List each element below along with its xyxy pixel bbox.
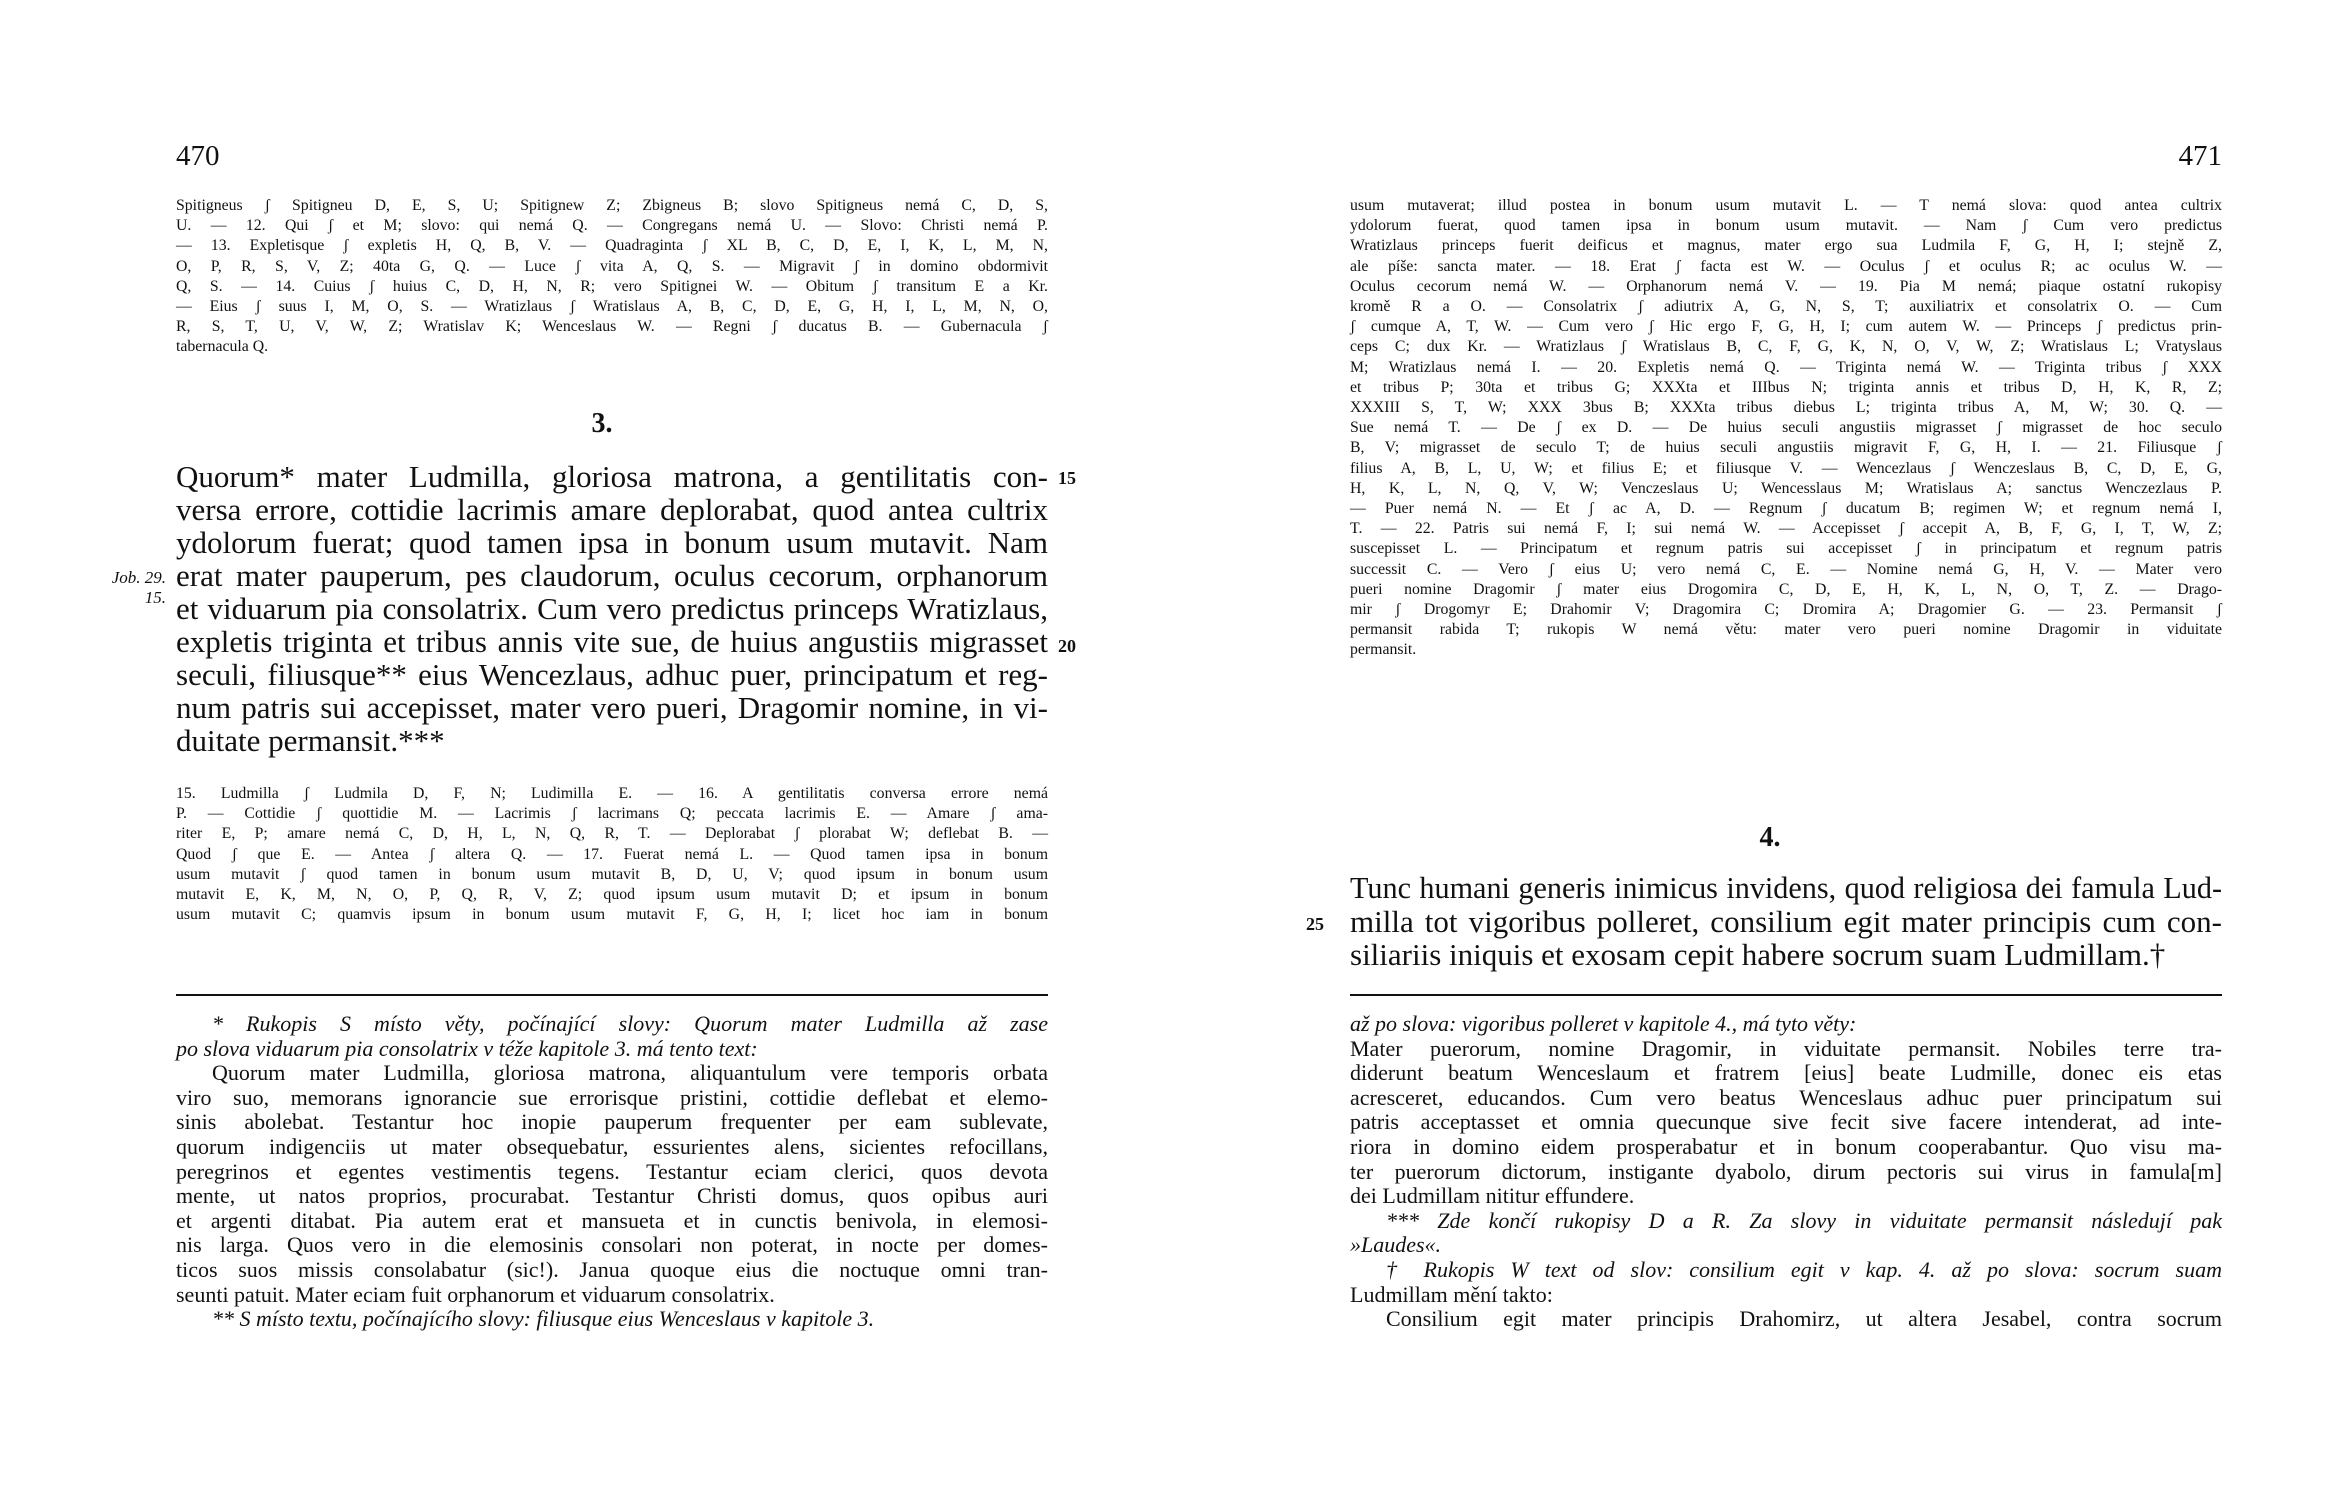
chapter-number-3: 3. [591,408,613,439]
apparatus-line: T. — 22. Patris sui nemá F, I; sui nemá W. — Accepisset ʃ accepit A, B, F, G, I, T, W, Z; [1350,520,2222,538]
apparatus-line: M; Wratizlaus nemá I. — 20. Expletis nemá Q. — Triginta nemá W. — Triginta tribus ʃ XXX [1350,358,2222,376]
apparatus-line: permansit. [1350,641,1417,659]
apparatus-line: R, S, T, U, V, W, Z; Wratislav K; Wenceslaus W. — Regni ʃ ducatus B. — Gubernacula ʃ [176,318,1048,336]
main-text-line: expletis triginta et tribus annis vite sue, de huius angustiis migrasset [176,624,1048,659]
footnote-divider-right [1350,994,2222,996]
footnote-line: et argenti ditabat. Pia autem erat et mansueta et in cunctis benivola, in elemosi- [176,1207,1048,1233]
margin-reference-line: 15. [144,588,166,607]
apparatus-line: O, P, R, S, V, Z; 40ta G, Q. — Luce ʃ vita A, Q, S. — Migravit ʃ in domino obdormivit [176,257,1048,275]
footnote-line: ** S místo textu, počínajícího slovy: filiusque eius Wenceslaus v kapitole 3. [212,1306,875,1332]
apparatus-line: Spitigneus ʃ Spitigneu D, E, S, U; Spitignew Z; Zbigneus B; slovo Spitigneus nemá C, D, S, [176,197,1048,214]
footnote-line: riora in domino eidem prosperabatur et in bonum cooperabantur. Quo visu ma- [1350,1133,2222,1159]
page-number-left: 470 [176,140,220,172]
critical-apparatus-bottom-left [176,784,1048,925]
line-number-25: 25 [1306,914,1324,934]
footnote-line: sinis abolebat. Testantur hoc inopie pauperum frequenter per eam sublevate, [176,1109,1048,1135]
apparatus-line: XXXIII S, T, W; XXX 3bus B; XXXta tribus diebus L; triginta tribus A, M, W; 30. Q. — [1350,399,2222,417]
footnote-line: Consilium egit mater principis Drahomirz, ut altera Jesabel, contra socrum [1386,1306,2222,1332]
critical-apparatus-top-right [1350,196,2222,661]
main-text-line: siliariis iniquis et exosam cepit habere socrum suam Ludmillam.† [1350,937,2166,972]
footnote-line: Quorum mater Ludmilla, gloriosa matrona, aliquantulum vere temporis orbata [212,1060,1048,1086]
critical-apparatus-top-left [176,196,1048,358]
line-number-20: 20 [1058,636,1076,656]
main-text-chapter-4 [1350,872,2222,971]
main-text-line: erat mater pauperum, pes claudorum, oculus cecorum, orphanorum [176,558,1048,593]
footnote-line: ticos suos missis consolabatur (sic!). Janua quoque eius die noctuque omni tran- [176,1256,1048,1282]
footnotes-left [176,1012,1048,1332]
main-text-line: ydolorum fuerat; quod tamen ipsa in bonum usum mutavit. Nam [176,525,1048,560]
chapter-number-4: 4. [1759,822,1781,853]
footnote-line: diderunt beatum Wenceslaum et fratrem [eius] beate Ludmille, donec eis etas [1350,1060,2222,1086]
footnote-line: dei Ludmillam nititur effundere. [1350,1183,1635,1209]
apparatus-line: usum mutavit ʃ quod tamen in bonum usum mutavit B, D, U, V; quod ipsum in bonum usum [176,865,1048,883]
apparatus-line: — 13. Expletisque ʃ expletis H, Q, B, V. — Quadraginta ʃ XL B, C, D, E, I, K, L, M, N, [176,237,1048,255]
footnote-line: ter puerorum dictorum, instigante dyabolo, dirum pectoris sui virus in famula[m] [1350,1158,2222,1184]
apparatus-line: permansit rabida T; rukopis W nemá větu: mater vero pueri nomine Dragomir in viduitate [1350,621,2222,639]
apparatus-line: 15. Ludmilla ʃ Ludmila D, F, N; Ludimilla E. — 16. A gentilitatis conversa errore nemá [176,785,1048,802]
footnote-line: viro suo, memorans ignorancie sue errorisque pristini, cottidie deflebat et elemo- [176,1084,1048,1110]
apparatus-line: Wratizlaus princeps fuerit deificus et magnus, mater ergo sua Ludmila F, G, H, I; stejně Z, [1350,237,2222,255]
apparatus-line: tabernacula Q. [176,338,269,356]
apparatus-line: ale píše: sancta mater. — 18. Erat ʃ facta est W. — Oculus ʃ et oculus R; ac oculus W. — [1350,257,2222,275]
apparatus-line: usum mutaverat; illud postea in bonum usum mutavit L. — T nemá slova: quod antea cultrix [1350,197,2222,214]
apparatus-line: filius A, B, L, U, W; et filius E; et filiusque V. — Wencezlaus ʃ Wenczeslaus B, C, D, E, G, [1350,459,2222,477]
apparatus-line: U. — 12. Qui ʃ et M; slovo: qui nemá Q. — Congregans nemá U. — Slovo: Christi nemá P. [176,217,1048,235]
main-text-line: Quorum* mater Ludmilla, gloriosa matrona, a gentilitatis con- [176,459,1048,494]
apparatus-line: H, K, L, N, Q, V, W; Venczeslaus U; Wencesslaus M; Wratislaus A; sanctus Wenczezlaus P. [1350,479,2222,497]
footnote-line: † Rukopis W text od slov: consilium egit v kap. 4. až po slova: socrum suam [1386,1256,2222,1282]
footnote-line: peregrinos et egentes vestimentis tegens. Testantur eciam clerici, quos devota [176,1158,1048,1184]
apparatus-line: ʃ cumque A, T, W. — Cum vero ʃ Hic ergo F, G, H, I; cum autem W. — Princeps ʃ predictus prin- [1350,318,2222,336]
footnote-line: nis larga. Quos vero in die elemosinis consolari non poterat, in nocte per domes- [176,1232,1048,1258]
apparatus-line: kromě R a O. — Consolatrix ʃ adiutrix A, G, N, S, T; auxiliatrix et consolatrix O. — Cum [1350,298,2222,316]
main-text-line: num patris sui accepisset, mater vero pueri, Dragomir nomine, in vi- [176,690,1048,725]
footnote-line: Mater puerorum, nomine Dragomir, in viduitate permansit. Nobiles terre tra- [1350,1035,2222,1061]
footnote-line: Ludmillam mění takto: [1350,1281,1553,1307]
page-number-right: 471 [2178,140,2222,172]
line-number-15: 15 [1058,468,1076,488]
right-page [1170,0,2340,1500]
main-text-line: et viduarum pia consolatrix. Cum vero predictus princeps Wratizlaus, [176,591,1048,626]
footnote-line: po slova viduarum pia consolatrix v téže kapitole 3. má tento text: [176,1035,758,1061]
main-text-line: milla tot vigoribus polleret, consilium egit mater principis cum con- [1350,904,2222,939]
apparatus-line: mutavit E, K, M, N, O, P, Q, R, V, Z; quod ipsum usum mutavit D; et ipsum in bonum [176,886,1048,904]
apparatus-line: — Eius ʃ suus I, M, O, S. — Wratizlaus ʃ Wratislaus A, B, C, D, E, G, H, I, L, M, N, O, [176,298,1048,316]
apparatus-line: usum mutavit C; quamvis ipsum in bonum usum mutavit F, G, H, I; licet hoc iam in bonum [176,906,1048,924]
main-text-chapter-3 [176,460,1048,757]
footnote-line: »Laudes«. [1350,1232,1442,1258]
apparatus-line: mir ʃ Drogomyr E; Drahomir V; Dragomira C; Dromira A; Dragomier G. — 23. Permansit ʃ [1350,601,2222,619]
apparatus-line: — Puer nemá N. — Et ʃ ac A, D. — Regnum ʃ ducatum B; regimen W; et regnum nemá I, [1350,500,2222,518]
main-text-line: seculi, filiusque** eius Wencezlaus, adhuc puer, principatum et reg- [176,657,1048,692]
apparatus-line: Q, S. — 14. Cuius ʃ huius C, D, H, N, R; vero Spitignei W. — Obitum ʃ transitum E a Kr. [176,277,1048,295]
apparatus-line: et tribus P; 30ta et tribus G; XXXta et IIIbus N; triginta annis et tribus D, H, K, R, Z; [1350,378,2222,396]
apparatus-line: B, V; migrasset de seculo T; de huius seculi angustiis migravit F, G, H, I. — 21. Filiusque ʃ [1350,439,2222,457]
apparatus-line: Oculus cecorum nemá W. — Orphanorum nemá V. — 19. Pia M nemá; piaque ostatní rukopisy [1350,277,2222,295]
apparatus-line: Sue nemá T. — De ʃ ex D. — De huius seculi angustiis migrasset ʃ migrasset de hoc seculo [1350,419,2222,437]
main-text-line: versa errore, cottidie lacrimis amare deplorabat, quod antea cultrix [176,492,1048,527]
footnote-line: acresceret, educandos. Cum vero beatus Wenceslaus adhuc puer principatum sui [1350,1084,2222,1110]
footnote-line: mente, ut natos proprios, procurabat. Testantur Christi domus, quos opibus auri [176,1183,1048,1209]
footnote-line: seunti patuit. Mater eciam fuit orphanorum et viduarum consolatrix. [176,1281,775,1307]
apparatus-line: successit C. — Vero ʃ eius U; vero nemá C, E. — Nomine nemá G, H, V. — Mater vero [1350,560,2222,578]
footnote-line: *** Zde končí rukopisy D a R. Za slovy in viduitate permansit následují pak [1386,1207,2222,1233]
footnote-line: * Rukopis S místo věty, počínající slovy: Quorum mater Ludmilla až zase [212,1011,1048,1036]
main-text-line: duitate permansit.*** [176,723,445,758]
margin-reference-job [92,568,166,608]
apparatus-line: ydolorum fuerat, quod tamen ipsa in bonum usum mutavit. — Nam ʃ Cum vero predictus [1350,217,2222,235]
footnotes-right [1350,1012,2222,1332]
apparatus-line: ceps C; dux Kr. — Wratizlaus ʃ Wratislaus B, C, F, G, K, N, O, V, W, Z; Wratislaus L; Vratyslaus [1350,338,2222,356]
footnote-line: až po slova: vigoribus polleret v kapitole 4., má tyto věty: [1350,1011,1857,1036]
apparatus-line: riter E, P; amare nemá C, D, H, L, N, Q, R, T. — Deplorabat ʃ plorabat W; deflebat B. — [176,825,1048,843]
footnote-divider-left [176,994,1048,996]
footnote-line: quorum indigenciis ut mater obsequebatur, essurientes alens, sicientes refocillans, [176,1133,1048,1159]
apparatus-line: suscepisset L. — Principatum et regnum patris sui accepisset ʃ in principatum et regnum patris [1350,540,2222,558]
main-text-line: Tunc humani generis inimicus invidens, quod religiosa dei famula Lud- [1350,871,2222,905]
apparatus-line: P. — Cottidie ʃ quottidie M. — Lacrimis ʃ lacrimans Q; peccata lacrimis E. — Amare ʃ ama- [176,805,1048,823]
margin-reference-line: Job. 29. [111,568,166,587]
apparatus-line: Quod ʃ que E. — Antea ʃ altera Q. — 17. Fuerat nemá L. — Quod tamen ipsa in bonum [176,845,1048,863]
apparatus-line: pueri nomine Dragomir ʃ mater eius Drogomira C, D, E, H, K, L, N, O, T, Z. — Drago- [1350,580,2222,598]
footnote-line: patris acceptasset et omnia quecunque sive fecit sive facere intenderat, ad inte- [1350,1109,2222,1135]
